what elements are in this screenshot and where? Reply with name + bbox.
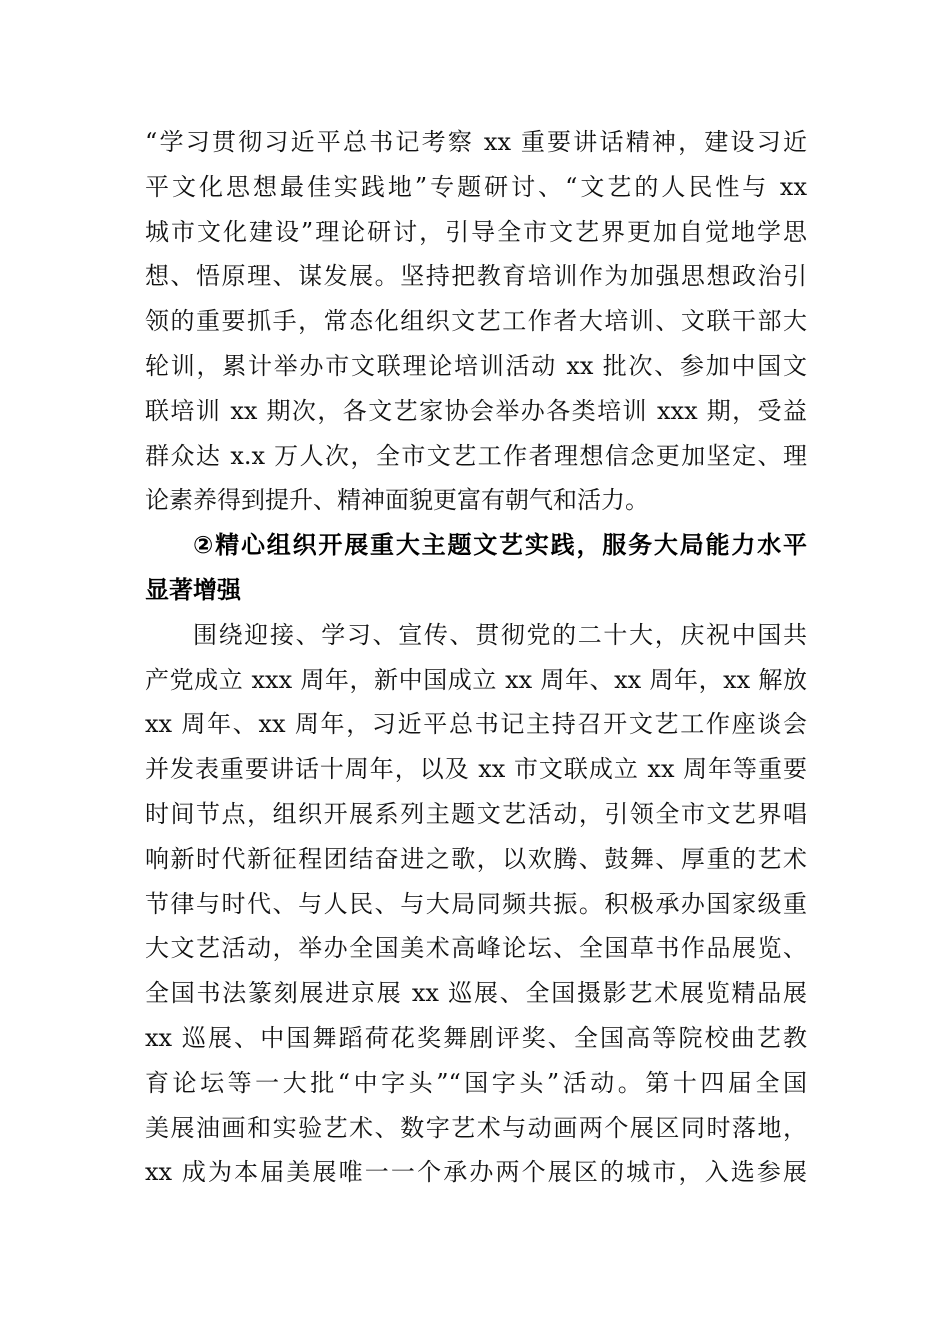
text-line: 大文艺活动，举办全国美术高峰论坛、全国草书作品展览、 (145, 934, 807, 963)
text-line: 响新时代新征程团结奋进之歌，以欢腾、鼓舞、厚重的艺术 (145, 844, 807, 873)
text-line: 群众达 x.x 万人次，全市文艺工作者理想信念更加坚定、理 (145, 441, 807, 470)
text-line: “学习贯彻习近平总书记考察 xx 重要讲话精神，建设习近 (145, 128, 807, 156)
text-line: 轮训，累计举办市文联理论培训活动 xx 批次、参加中国文 (145, 351, 807, 380)
text-line: xx 巡展、中国舞蹈荷花奖舞剧评奖、全国高等院校曲艺教 (145, 1023, 807, 1052)
heading-line: 显著增强 (145, 575, 241, 604)
text-line: xx 周年、xx 周年，习近平总书记主持召开文艺工作座谈会 (145, 710, 807, 739)
text-line: 围绕迎接、学习、宣传、贯彻党的二十大，庆祝中国共 (193, 620, 807, 649)
text-line: 美展油画和实验艺术、数字艺术与动画两个展区同时落地， (145, 1113, 807, 1142)
text-line: 育论坛等一大批“中字头”“国字头”活动。第十四届全国 (145, 1068, 807, 1097)
paragraph-major-events (145, 613, 807, 1195)
text-line: 时间节点，组织开展系列主题文艺活动，引领全市文艺界唱 (145, 799, 807, 828)
text-line: 论素养得到提升、精神面貌更富有朝气和活力。 (145, 486, 649, 515)
section-heading (145, 523, 807, 613)
paragraph-theory-study (145, 120, 807, 523)
document-body (145, 120, 807, 1195)
text-line: 想、悟原理、谋发展。坚持把教育培训作为加强思想政治引 (145, 262, 807, 291)
text-line: 城市文化建设”理论研讨，引导全市文艺界更加自觉地学思 (145, 217, 807, 246)
text-line: 节律与时代、与人民、与大局同频共振。积极承办国家级重 (145, 889, 807, 918)
heading-line: ②精心组织开展重大主题文艺实践，服务大局能力水平 (193, 531, 807, 560)
text-line: 联培训 xx 期次，各文艺家协会举办各类培训 xxx 期，受益 (145, 396, 807, 425)
text-line: xx 成为本届美展唯一一个承办两个展区的城市，入选参展 (145, 1158, 807, 1187)
text-line: 领的重要抓手，常态化组织文艺工作者大培训、文联干部大 (145, 307, 807, 336)
text-line: 产党成立 xxx 周年，新中国成立 xx 周年、xx 周年，xx 解放 (145, 665, 807, 694)
text-line: 平文化思想最佳实践地”专题研讨、“文艺的人民性与 xx (145, 172, 807, 201)
text-line: 全国书法篆刻展进京展 xx 巡展、全国摄影艺术展览精品展 (145, 979, 807, 1008)
text-line: 并发表重要讲话十周年，以及 xx 市文联成立 xx 周年等重要 (145, 755, 807, 784)
